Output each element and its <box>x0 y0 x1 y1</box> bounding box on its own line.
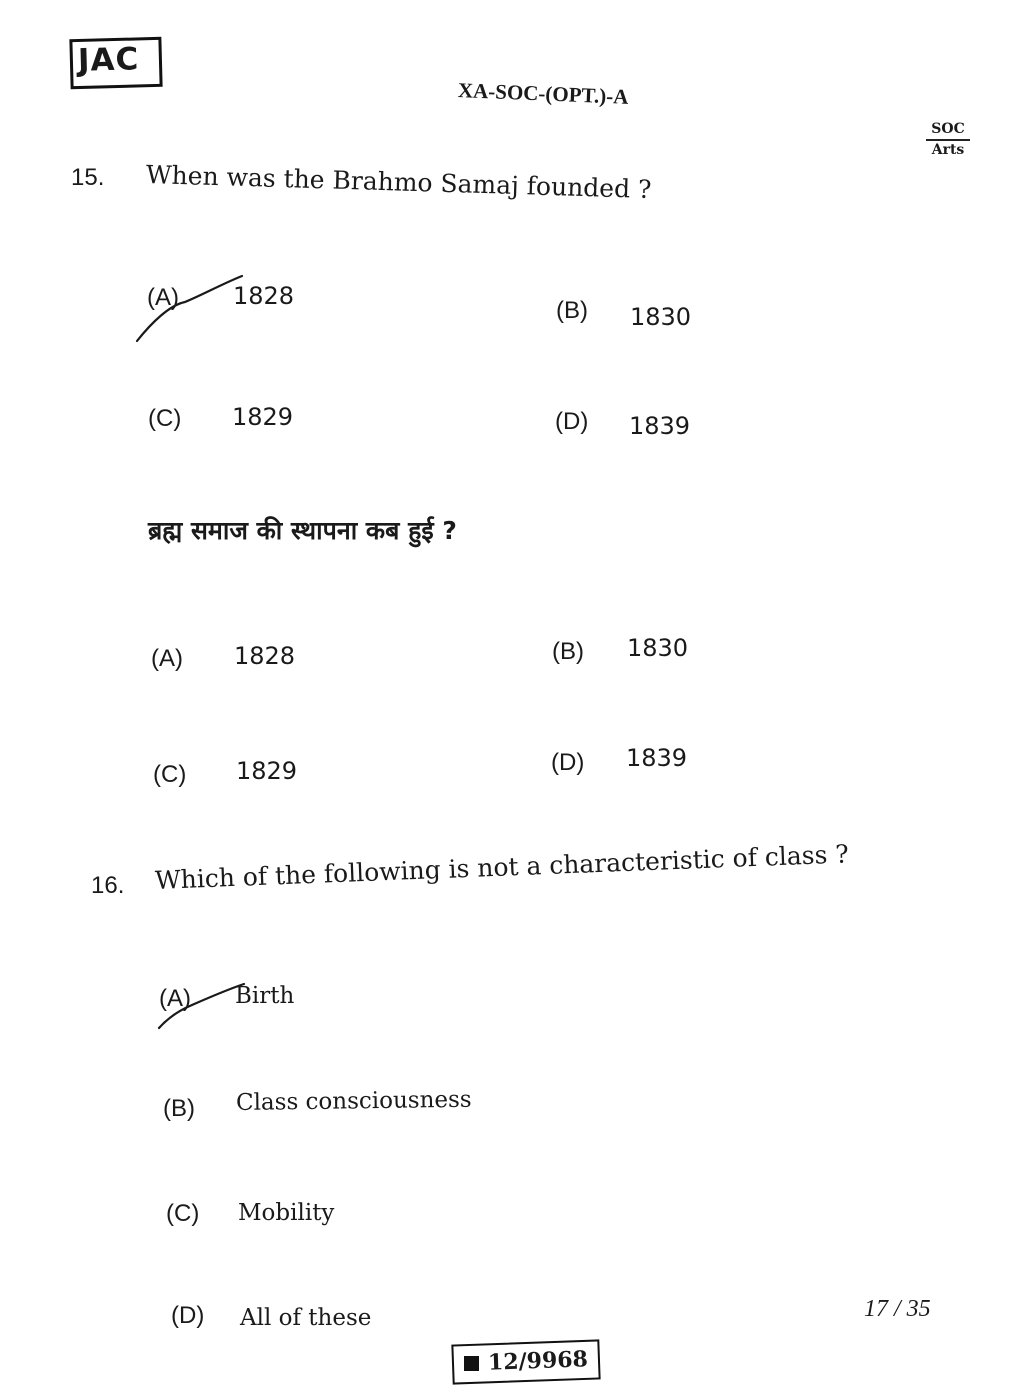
option-value: 1830 <box>627 634 689 662</box>
option-letter: (B) <box>556 297 588 324</box>
option-value: 1828 <box>233 282 295 310</box>
option-value: 1830 <box>630 303 692 331</box>
option-text: Class consciousness <box>235 1086 472 1116</box>
option-value: 1829 <box>232 403 294 431</box>
question-text: When was the Brahmo Samaj founded ? <box>145 160 652 204</box>
option-letter: (D) <box>171 1302 205 1329</box>
option-letter: (A) <box>159 985 191 1012</box>
option-value: 1828 <box>234 642 296 670</box>
option-text: Mobility <box>238 1200 335 1226</box>
option-letter: (C) <box>148 405 182 432</box>
option-letter: (A) <box>151 645 183 672</box>
page-current: 17 <box>864 1296 888 1322</box>
option-letter: (A) <box>147 284 179 311</box>
option-letter: (C) <box>166 1200 200 1227</box>
option-text: All of these <box>240 1305 372 1331</box>
page-separator: / <box>894 1296 901 1322</box>
option-value: 1839 <box>629 412 691 440</box>
question-text-hindi: ब्रह्म समाज की स्थापना कब हुई ? <box>148 516 457 545</box>
footer-code: 12/9968 <box>487 1346 589 1376</box>
square-icon <box>464 1356 479 1371</box>
option-letter: (B) <box>552 638 584 665</box>
option-letter: (C) <box>153 761 187 788</box>
subject-bottom: Arts <box>931 142 965 158</box>
page-total: 35 <box>906 1296 931 1322</box>
paper-code: XA-SOC-(OPT.)-A <box>457 78 629 109</box>
question-text: Which of the following is not a characteristic of class ? <box>154 839 850 895</box>
option-letter: (B) <box>163 1095 195 1122</box>
page-number <box>864 1296 931 1323</box>
jac-logo: JAC <box>77 41 140 79</box>
option-text: Birth <box>235 983 295 1009</box>
option-value: 1839 <box>626 744 688 772</box>
question-number: 15. <box>71 164 105 191</box>
question-number: 16. <box>91 872 125 899</box>
option-letter: (D) <box>551 749 585 776</box>
option-value: 1829 <box>236 757 298 785</box>
option-letter: (D) <box>555 408 589 435</box>
subject-top: SOC <box>931 121 965 137</box>
